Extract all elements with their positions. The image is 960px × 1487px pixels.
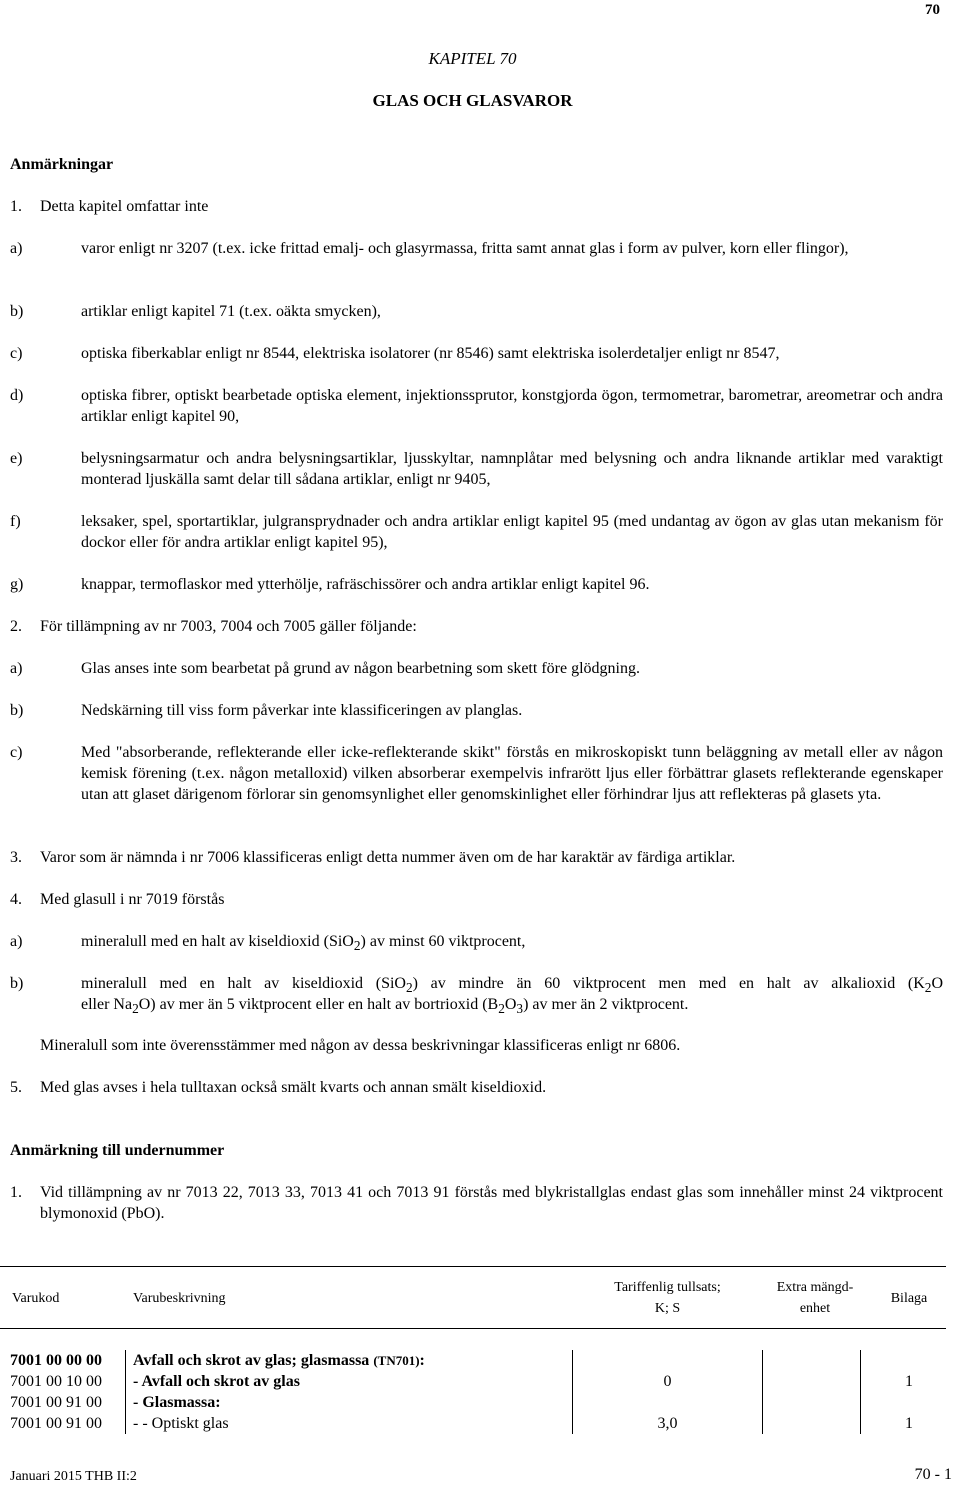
note-1b-label: b) <box>10 303 24 320</box>
note-2a-label: a) <box>10 660 23 677</box>
footer-page: 70 - 1 <box>914 1466 952 1483</box>
note-1a-text: varor enligt nr 3207 (t.ex. icke frittad emalj- och glasyrmassa, fritta samt annat glas i form av pulver, korn eller flingor), <box>81 240 849 257</box>
row-description: - - Optiskt glas <box>133 1415 229 1432</box>
note-4-text: Med glasull i nr 7019 förstås <box>40 891 225 908</box>
footer-left: Januari 2015 THB II:2 <box>10 1469 137 1484</box>
note-1f-label: f) <box>10 513 21 530</box>
note-3-number: 3. <box>10 849 22 866</box>
table-row <box>0 1392 946 1413</box>
note-1c-text: optiska fiberkablar enligt nr 8544, elektriska isolatorer (nr 8546) samt elektriska isolerdetaljer enligt nr 8547, <box>81 345 780 362</box>
note-4b-text-line1: mineralull med en halt av kiseldioxid (SiO$_2$) av mindre än 60 viktprocent men med en halt av alkalioxid ($K_2O$ <box>81 975 943 996</box>
table-row <box>0 1371 946 1392</box>
header-bilaga: Bilaga <box>890 1291 928 1306</box>
header-code: Varukod <box>12 1291 60 1306</box>
note-2-text: För tillämpning av nr 7003, 7004 och 7005 gäller följande: <box>40 618 417 635</box>
row-code: 7001 00 10 00 <box>10 1373 102 1390</box>
table-header-rule <box>0 1328 946 1329</box>
note-5-number: 5. <box>10 1079 22 1096</box>
note-2b-label: b) <box>10 702 24 719</box>
note-1d-text: optiska fibrer, optiskt bearbetade optiska element, injektionssprutor, konstgjorda ögon, termometrar, barometrar, areometrar och andra artiklar enligt kapitel 90, <box>81 387 943 425</box>
note-1a-label: a) <box>10 240 23 257</box>
table-row <box>0 1413 946 1434</box>
row-code: 7001 00 00 00 <box>10 1352 102 1369</box>
table-top-rule <box>0 1266 946 1267</box>
header-description: Varubeskrivning <box>133 1291 226 1306</box>
row-code: 7001 00 91 00 <box>10 1415 102 1432</box>
note-4a-text: mineralull med en halt av kiseldioxid (SiO$_2$) av minst 60 viktprocent, <box>81 933 526 954</box>
note-4b-label: b) <box>10 975 24 992</box>
note-2c-label: c) <box>10 744 23 761</box>
subheading-note-heading: Anmärkning till undernummer <box>10 1142 225 1159</box>
header-tariff: Tariffenlig tullsats; K; S <box>614 1280 721 1316</box>
subnote-1-number: 1. <box>10 1184 22 1201</box>
row-description: - Glasmassa: <box>133 1394 221 1411</box>
note-4-closing: Mineralull som inte överensstämmer med någon av dessa beskrivningar klassificeras enligt nr 6806. <box>40 1037 681 1054</box>
notes-heading: Anmärkningar <box>10 156 114 173</box>
note-1e-label: e) <box>10 450 23 467</box>
page-number: 70 <box>925 2 940 18</box>
note-3-text: Varor som är nämnda i nr 7006 klassificeras enligt detta nummer även om de har karaktär av färdiga artiklar. <box>40 849 736 866</box>
subnote-1-text: Vid tillämpning av nr 7013 22, 7013 33, 7013 41 och 7013 91 förstås med blykristallglas endast glas som innehåller minst 24 viktprocent blymonoxid (PbO). <box>40 1184 943 1222</box>
note-1d-label: d) <box>10 387 24 404</box>
row-bilaga: 1 <box>905 1373 913 1390</box>
note-1g-label: g) <box>10 576 24 593</box>
note-1-number: 1. <box>10 198 22 215</box>
note-1e-text: belysningsarmatur och andra belysningsartiklar, ljusskyltar, namnplåtar med belysning och andra liknande artiklar med varaktigt monterad ljuskälla samt delar till sådana artiklar, enligt nr 9405, <box>81 450 943 488</box>
note-1c-label: c) <box>10 345 23 362</box>
note-2c-text: Med "absorberande, reflekterande eller icke-reflekterande skikt" förstås en mikroskopiskt tunn beläggning av metall eller av någon kemisk förening (t.ex. någon metalloxid) vilken absorberar exempelvis infrarött ljus eller förbättrar glasets reflekterande egenskaper utan att glaset därigenom förlorar sin genomsynlighet eller genomskinlighet eller förhindrar ljus att reflekteras på glasets yta. <box>81 744 943 803</box>
row-rate: 3,0 <box>657 1415 678 1432</box>
note-2a-text: Glas anses inte som bearbetat på grund av någon bearbetning som skett före glödgning. <box>81 660 640 677</box>
row-code: 7001 00 91 00 <box>10 1394 102 1411</box>
row-rate: 0 <box>663 1373 672 1390</box>
note-4-number: 4. <box>10 891 22 908</box>
row-bilaga: 1 <box>905 1415 913 1432</box>
note-1f-text: leksaker, spel, sportartiklar, julgransprydnader och andra artiklar enligt kapitel 95 (med undantag av ögon av glas utan mekanism för dockor eller för andra artiklar enligt kapitel 95), <box>81 513 943 551</box>
chapter-label: KAPITEL 70 <box>428 49 517 68</box>
note-4a-label: a) <box>10 933 23 950</box>
note-5-text: Med glas avses i hela tulltaxan också smält kvarts och annan smält kiseldioxid. <box>40 1079 547 1096</box>
note-2-number: 2. <box>10 618 22 635</box>
note-1b-text: artiklar enligt kapitel 71 (t.ex. oäkta smycken), <box>81 303 381 320</box>
table-row <box>0 1350 946 1371</box>
row-description: Avfall och skrot av glas; glasmassa (TN701): <box>133 1352 425 1369</box>
note-1-text: Detta kapitel omfattar inte <box>40 198 209 215</box>
note-2b-text: Nedskärning till viss form påverkar inte klassificeringen av planglas. <box>81 702 523 719</box>
note-1g-text: knappar, termoflaskor med ytterhölje, rafräschissörer och andra artiklar enligt kapitel 96. <box>81 576 650 593</box>
page-title: GLAS OCH GLASVAROR <box>372 91 573 110</box>
row-description: - Avfall och skrot av glas <box>133 1373 300 1390</box>
header-extra-unit: Extra mängd- enhet <box>776 1280 854 1316</box>
note-4b-text-line2: eller $Na_2O$) av mer än 5 viktprocent eller en halt av bortrioxid $(B_2O_3)$ av mer än 2 viktprocent. <box>81 996 689 1017</box>
